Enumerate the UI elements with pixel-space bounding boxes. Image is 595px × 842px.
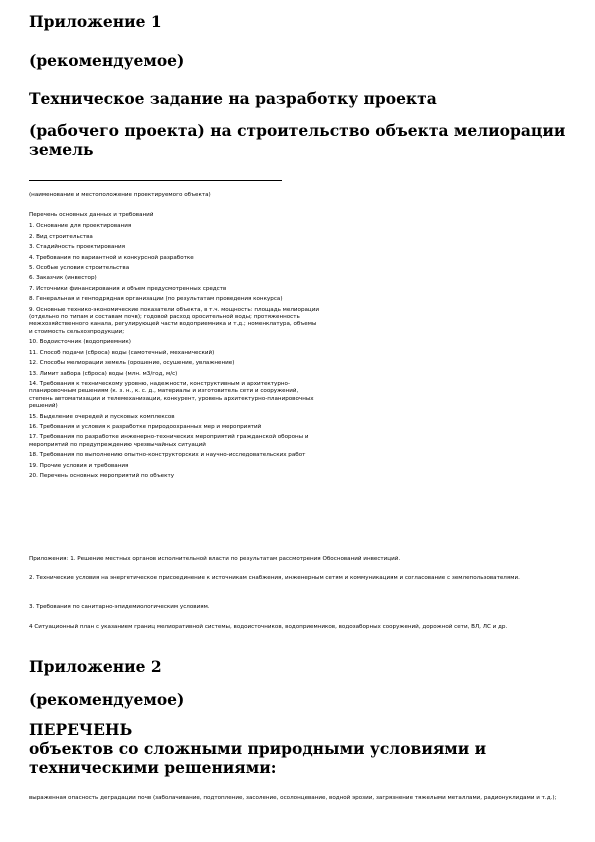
appendix1-heading-line1: Техническое задание на разработку проекта bbox=[29, 89, 437, 108]
list-item: 11. Способ подачи (сброса) воды (самотечный, механический) bbox=[29, 349, 215, 356]
final-paragraph: выраженная опасность деградации почв (заболачивание, подтопление, засоление, осолонцевание, водной эрозии, загрязнение тяжелыми металлами, радионуклидами и т.д.); bbox=[29, 795, 557, 801]
appendix2-subtitle: (рекомендуемое) bbox=[29, 690, 185, 709]
list-item: 4. Требования по вариантной и конкурсной разработке bbox=[29, 254, 194, 261]
appendix2-title: Приложение 2 bbox=[29, 657, 162, 676]
list-item: 13. Лимит забора (сброса) воды (млн. м3/год, м/с) bbox=[29, 370, 178, 377]
list-item: 1. Основание для проектирования bbox=[29, 223, 132, 230]
list-item: 15. Выделение очередей и пусковых комплексов bbox=[29, 413, 175, 420]
list-item: 16. Требования и условия к разработке природоохранных мер и мероприятий bbox=[29, 423, 262, 430]
list-item: 10. Водоисточник (водоприемник) bbox=[29, 339, 131, 346]
list-item: 9. Основные технико-экономические показатели объекта, в т.ч. мощность: площадь мелиорации (отдельно по типам и составам почв); годовой расход оросительной воды; протяженность межхозяйственного канала, регулирующей части водоприемника и т.д.; номенклатура, объемы и стоимость сельхозпродукции; bbox=[29, 306, 320, 335]
appendix1-title: Приложение 1 bbox=[29, 12, 162, 31]
list-item: 7. Источники финансирования и объем предусмотренных средств bbox=[29, 285, 227, 292]
list-item: 14. Требования к техническому уровню, надежности, конструктивным и архитектурно-планировочным решениям (к. з. н., к. с. д., материалы и изготовитель сети и сооружений, степень автоматизации и телемеханизации, конкурент, уровень архитектурно-планировочных решений) bbox=[29, 380, 314, 410]
list-item: 8. Генеральная и генподрядная организации (по результатам проведения конкурса) bbox=[29, 296, 283, 303]
list-item: 17. Требования по разработке инженерно-технических мероприятий гражданской обороны и мероприятий по предупреждению чрезвычайных ситуаций bbox=[29, 434, 309, 448]
appendix2-heading bbox=[29, 720, 549, 777]
list-item: 18. Требования по выполнению опытно-конструкторских и научно-исследовательских работ bbox=[29, 452, 306, 459]
list-item: 2. Вид строительства bbox=[29, 233, 93, 240]
note-sanitary-requirements: 3. Требования по санитарно-эпидемиологическим условиям. bbox=[29, 604, 210, 610]
requirements-list bbox=[29, 212, 319, 483]
object-caption: (наименование и местоположение проектируемого объекта) bbox=[29, 192, 211, 198]
note-technical-conditions: 2. Технические условия на энергетическое присоединение к источникам снабжения, инженерным сетям и коммуникациям и согласование с землепользователями. bbox=[29, 575, 520, 581]
list-item: 19. Прочие условия и требования bbox=[29, 462, 129, 469]
appendix1-heading-line2: (рабочего проекта) на строительство объекта мелиорации земель bbox=[29, 121, 566, 159]
list-item: 12. Способы мелиорации земель (орошение, осушение, увлажнение) bbox=[29, 360, 235, 367]
signature-line bbox=[29, 180, 282, 181]
list-item: 20. Перечень основных мероприятий по объекту bbox=[29, 472, 175, 479]
list-heading: Перечень основных данных и требований bbox=[29, 212, 154, 218]
note-situation-plan: 4 Ситуационный план с указанием границ мелиоративной системы, водоисточников, водоприемников, водозаборных сооружений, дорожной сети, ВЛ, ЛС и др. bbox=[29, 624, 508, 630]
list-item: 6. Заказчик (инвестор) bbox=[29, 275, 97, 282]
appendix2-heading-line1: ПЕРЕЧЕНЬ bbox=[29, 720, 133, 739]
appendix1-subtitle: (рекомендуемое) bbox=[29, 51, 185, 70]
list-item: 5. Особые условия строительства bbox=[29, 265, 130, 272]
list-item: 3. Стадийность проектирования bbox=[29, 244, 126, 251]
note-appendices: Приложения: 1. Решение местных органов исполнительной власти по результатам рассмотрения Обоснований инвестиций. bbox=[29, 556, 401, 562]
appendix2-heading-line2: объектов со сложными природными условиями и техническими решениями: bbox=[29, 739, 487, 777]
